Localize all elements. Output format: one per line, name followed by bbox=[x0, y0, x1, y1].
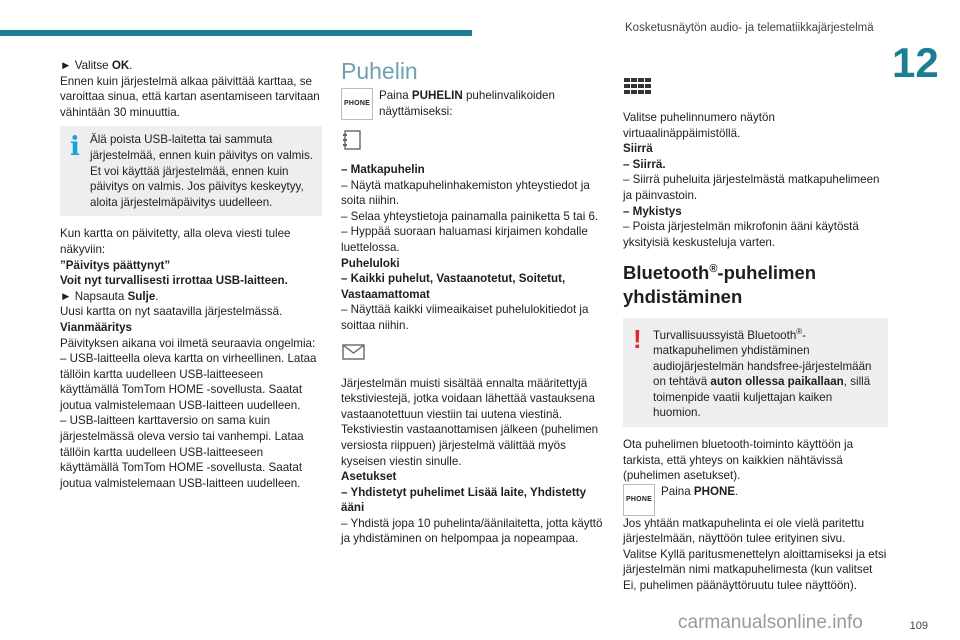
list-item: – Kaikki puhelut, Vastaanotetut, Soitetut, Vastaamattomat bbox=[341, 272, 566, 301]
list-item: – Näytä matkapuhelinhakemiston yhteystiedot ja soita niihin. bbox=[341, 178, 590, 208]
list-item: – USB-laitteella oleva kartta on virheellinen. Lataa tällöin kartta uudelleen USB-laitteeseen käyttämällä TomTom HOME -sovellusta. Saatat joutua valmistelemaan USB-laitteen uudelleen. bbox=[60, 352, 317, 412]
list-item: – Siirrä. bbox=[623, 157, 666, 171]
warning-icon: ! bbox=[633, 323, 642, 354]
list-item: – Matkapuhelin bbox=[341, 163, 425, 176]
section-title-puhelin: Puhelin bbox=[341, 58, 418, 84]
list-item: – Yhdistetyt puhelimet Lisää laite, Yhdistetty ääni bbox=[341, 485, 587, 515]
keypad-icon bbox=[623, 76, 888, 102]
list-item: – Selaa yhteystietoja painamalla painiketta 5 tai 6. bbox=[341, 209, 599, 223]
column-1 bbox=[60, 58, 322, 491]
contacts-book-icon bbox=[341, 128, 606, 154]
phone-press-row bbox=[341, 88, 606, 120]
warning-note bbox=[623, 318, 888, 427]
envelope-icon bbox=[341, 342, 606, 368]
paragraph: Ota puhelimen bluetooth-toiminto käyttöön ja tarkista, että yhteys on kaikkien nähtävissä (puhelimen asetukset). bbox=[623, 437, 854, 483]
message-title: ”Päivitys päättynyt” bbox=[60, 258, 171, 272]
list-item: – Näyttää kaikki viimeaikaiset puhelulokitiedot ja soittaa niihin. bbox=[341, 303, 589, 332]
paragraph: Päivityksen aikana voi ilmetä seuraavia ongelmia: bbox=[60, 336, 316, 350]
column-3 bbox=[623, 58, 888, 594]
paragraph: Järjestelmän muisti sisältää ennalta määritettyjä tekstiviestejä, jotka voidaan lähettää vastauksena vastaanotettuun viestiin tai uutena viestinä. bbox=[341, 376, 595, 421]
section-heading: Asetukset bbox=[341, 470, 397, 484]
paragraph: Ennen kuin järjestelmä alkaa päivittää karttaa, se varoittaa sinua, että kartan asentamiseen tarvitaan vähintään 30 minuuttia. bbox=[60, 74, 320, 119]
info-note bbox=[60, 126, 322, 216]
section-title-bluetooth: Bluetooth®-puhelimen yhdistäminen bbox=[623, 262, 817, 307]
paragraph: Jos yhtään matkapuhelinta ei ole vielä paritettu järjestelmään, näyttöön tulee erityinen sivu. bbox=[623, 516, 865, 546]
paragraph: Kun kartta on päivitetty, alla oleva viesti tulee näkyviin: bbox=[60, 227, 291, 256]
column-2 bbox=[341, 58, 606, 547]
header-title: Kosketusnäytön audio- ja telematiikkajärjestelmä bbox=[625, 22, 874, 34]
paragraph: Valitse Kyllä paritusmenettelyn aloittamiseksi ja etsi järjestelmän nimi matkapuhelimesta (kun valitset Ei, puhelimen päänäyttöruutu tulee näyttöön). bbox=[623, 547, 887, 593]
paragraph: Uusi kartta on nyt saatavilla järjestelmässä. bbox=[60, 305, 283, 319]
warning-note-text: Turvallisuussyistä Bluetooth®-matkapuhelimen yhdistäminen audiojärjestelmän handsfree-järjestelmään on tehtävä auton ollessa paikallaan, sillä toimenpide vaatii kuljettajan kaiken huomion. bbox=[653, 326, 872, 420]
press-phone-text: Paina PHONE. bbox=[661, 484, 739, 498]
chapter-number: 12 bbox=[892, 39, 939, 86]
list-item: – Mykistys bbox=[623, 204, 682, 218]
message-text: Voit nyt turvallisesti irrottaa USB-laitteen. bbox=[60, 274, 288, 288]
list-item: – Hyppää suoraan haluamasi kirjaimen kohdalle luettelossa. bbox=[341, 225, 588, 254]
step-close: ► Napsauta Sulje. bbox=[60, 289, 159, 303]
list-item: – Poista järjestelmän mikrofonin ääni käytöstä yksityisiä keskusteluja varten. bbox=[623, 220, 859, 249]
section-heading: Puheluloki bbox=[341, 256, 400, 270]
info-icon: i bbox=[70, 132, 80, 163]
list-item: – Siirrä puheluita järjestelmästä matkapuhelimeen ja päinvastoin. bbox=[623, 173, 880, 202]
header-accent-bar bbox=[0, 30, 472, 36]
watermark[interactable]: carmanualsonline.info bbox=[678, 612, 863, 633]
page-number: 109 bbox=[909, 620, 928, 632]
phone-button-icon: PHONE bbox=[341, 88, 373, 120]
phone-press-row bbox=[623, 484, 888, 516]
paragraph: Valitse puhelinnumero näytön virtuaalinäppäimistöllä. bbox=[623, 111, 775, 140]
step-select-ok: ► Valitse OK. bbox=[60, 59, 133, 72]
press-phone-text: Paina PUHELIN puhelinvalikoiden näyttämiseksi: bbox=[379, 89, 555, 118]
section-heading: Siirrä bbox=[623, 142, 653, 156]
paragraph: Tekstiviestin vastaanottamisen jälkeen (puhelimen versiosta riippuen) järjestelmä välittää myös kyseisen viestin sinulle. bbox=[341, 423, 599, 468]
phone-button-icon: PHONE bbox=[623, 484, 655, 516]
list-item: – USB-laitteen karttaversio on sama kuin järjestelmässä oleva versio tai vanhempi. Lataa tällöin kartta uudelleen USB-laitteeseen käyttämällä TomTom HOME -sovellusta. Saatat joutua valmistelemaan USB-laitteen uudelleen. bbox=[60, 414, 304, 490]
section-heading: Vianmääritys bbox=[60, 320, 132, 334]
info-note-text: Älä poista USB-laitetta tai sammuta järjestelmää, ennen kuin päivitys on valmis. Et voi käyttää järjestelmää, ennen kuin päivitys on valmis. Jos päivitys keskeytyy, aloita järjestelmäpäivitys uudelleen. bbox=[90, 133, 313, 209]
list-item: – Yhdistä jopa 10 puhelinta/äänilaitetta, jotta käyttö ja yhdistäminen on helpompaa ja nopeampaa. bbox=[341, 516, 603, 546]
